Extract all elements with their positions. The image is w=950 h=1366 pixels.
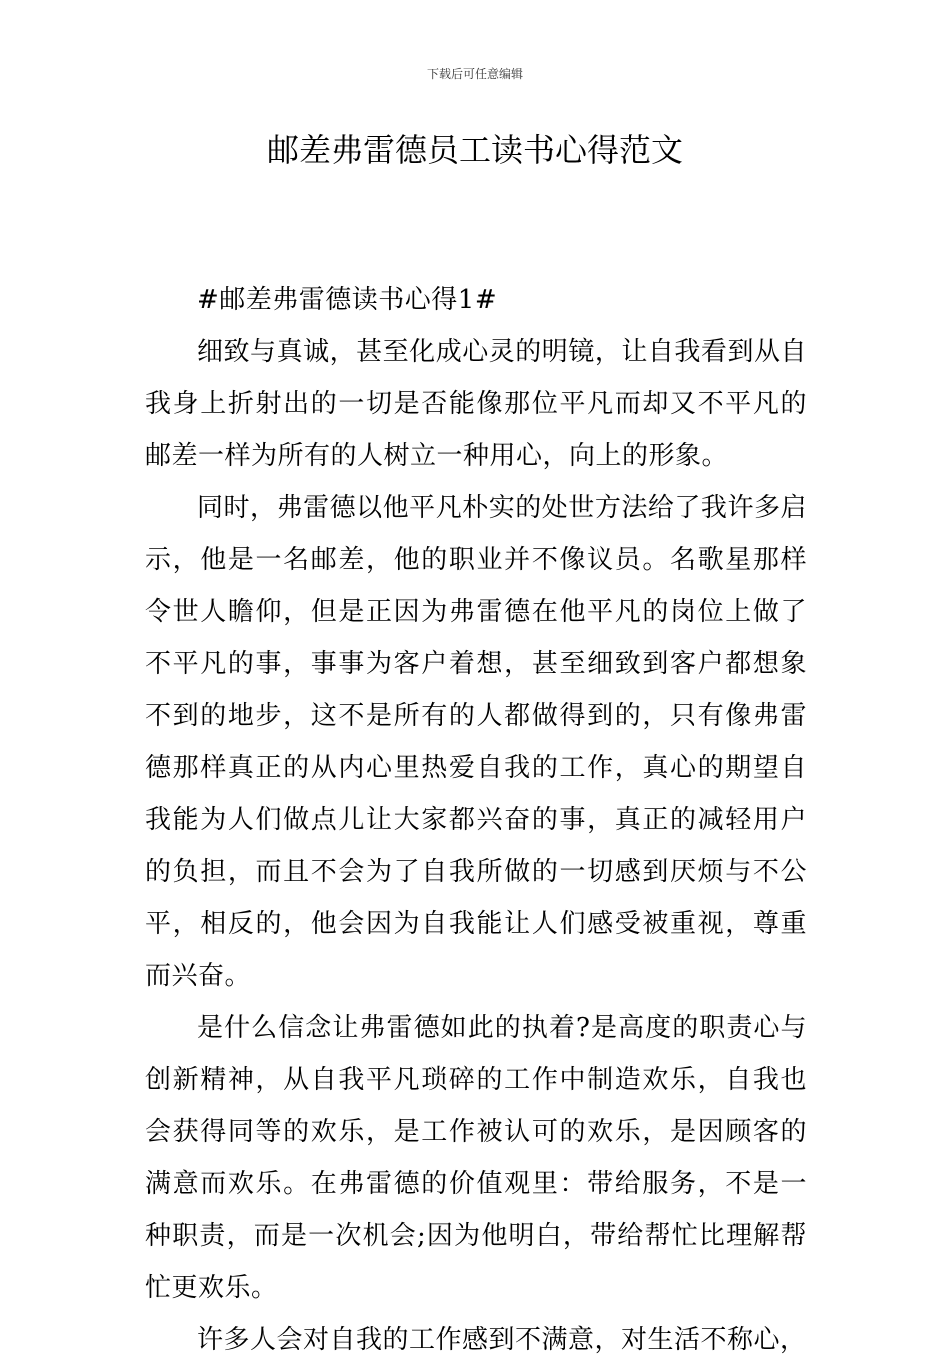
- paragraph: 是什么信念让弗雷德如此的执着?是高度的职责心与创新精神，从自我平凡琐碎的工作中制造欢乐，自我也会获得同等的欢乐，是工作被认可的欢乐，是因顾客的满意而欢乐。在弗雷德的价值观里：带给服务，不是一种职责，而是一次机会;因为他明白，带给帮忙比理解帮忙更欢乐。: [145, 1013, 807, 1303]
- document-body: [145, 274, 807, 1366]
- section-heading: #邮差弗雷德读书心得1#: [197, 285, 498, 315]
- paragraph: 细致与真诚，甚至化成心灵的明镜，让自我看到从自我身上折射出的一切是否能像那位平凡而却又不平凡的邮差一样为所有的人树立一种用心，向上的形象。: [145, 337, 807, 471]
- header-note: 下载后可任意编辑: [426, 67, 523, 81]
- paragraph: 许多人会对自我的工作感到不满意，对生活不称心，: [197, 1325, 807, 1355]
- paragraph: 同时，弗雷德以他平凡朴实的处世方法给了我许多启示，他是一名邮差，他的职业并不像议员。名歌星那样令世人瞻仰，但是正因为弗雷德在他平凡的岗位上做了不平凡的事，事事为客户着想，甚至细致到客户都想象不到的地步，这不是所有的人都做得到的，只有像弗雷德那样真正的从内心里热爱自我的工作，真心的期望自我能为人们做点儿让大家都兴奋的事，真正的减轻用户的负担，而且不会为了自我所做的一切感到厌烦与不公平，相反的，他会因为自我能让人们感受被重视，尊重而兴奋。: [145, 493, 807, 991]
- document-title: 邮差弗雷德员工读书心得范文: [266, 131, 683, 169]
